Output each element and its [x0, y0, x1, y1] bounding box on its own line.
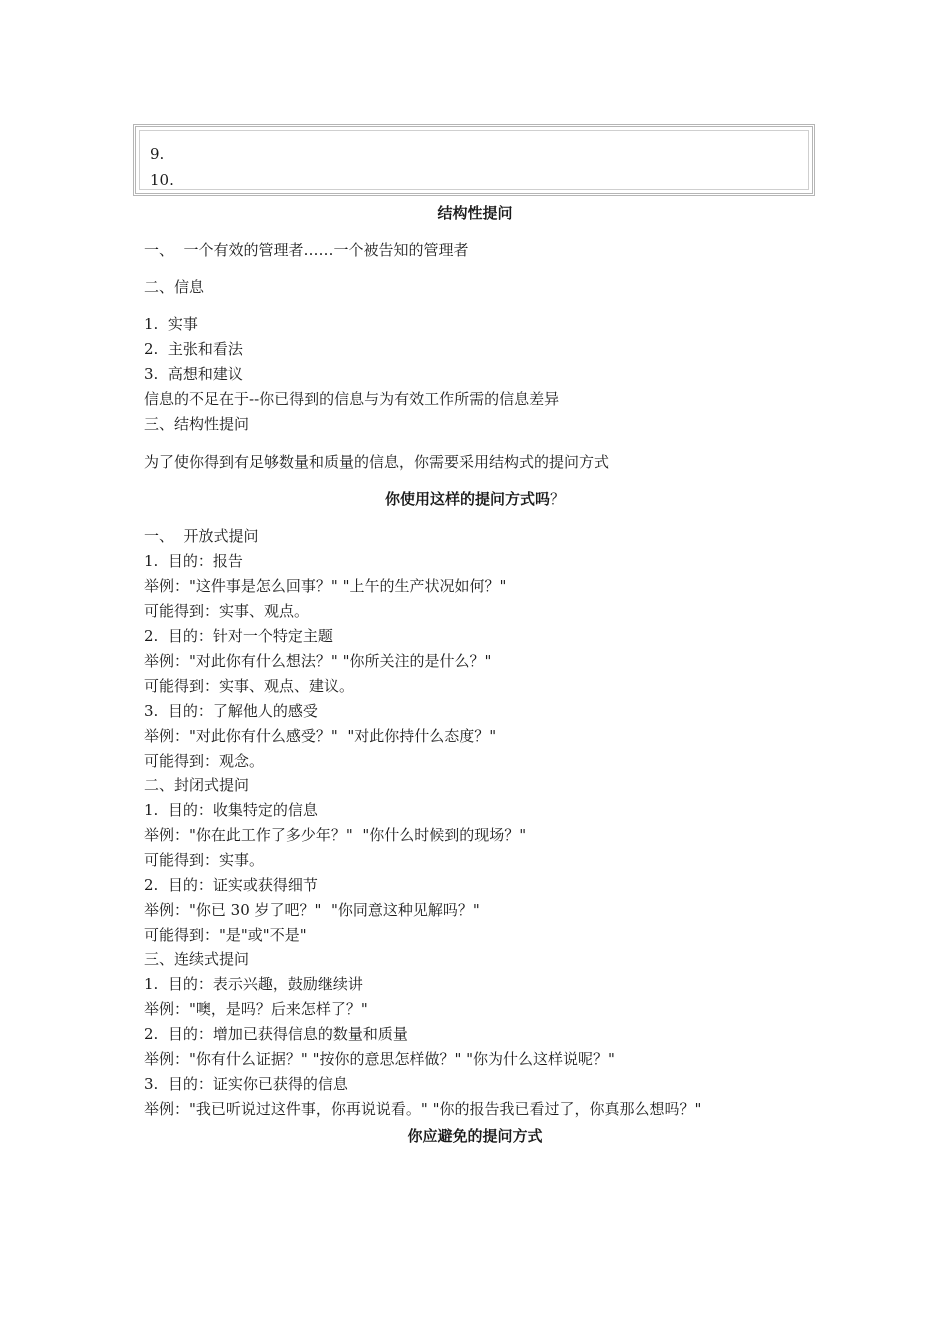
- box-item-10: 10.: [150, 171, 174, 189]
- heading-question-mark: ？: [550, 490, 566, 508]
- intro-line: 为了使你得到有足够数量和质量的信息，你需要采用结构式的提问方式: [144, 453, 610, 471]
- intro-line: 1. 实事: [144, 315, 198, 333]
- intro-line: 三、结构性提问: [144, 415, 250, 433]
- body-line: 3. 目的：了解他人的感受: [144, 702, 318, 720]
- heading-do-you-use-text: 你使用这样的提问方式吗: [384, 490, 550, 508]
- body-line: 2. 目的：增加已获得信息的数量和质量: [144, 1025, 408, 1043]
- intro-line: 信息的不足在于--你已得到的信息与为有效工作所需的信息差异: [144, 390, 560, 408]
- body-line: 可能得到：实事、观点。: [144, 602, 310, 620]
- body-line: 1. 目的：表示兴趣，鼓励继续讲: [144, 975, 363, 993]
- body-line: 3. 目的：证实你已获得的信息: [144, 1075, 348, 1093]
- body-line: 可能得到："是"或"不是": [144, 926, 307, 944]
- body-line: 二、封闭式提问: [144, 776, 250, 794]
- intro-line: 3. 高想和建议: [144, 365, 243, 383]
- box-item-9: 9.: [150, 145, 165, 163]
- heading-avoid-questions: 你应避免的提问方式: [407, 1127, 543, 1145]
- body-line: 举例："我已听说过这件事，你再说说看。" "你的报告我已看过了，你真那么想吗？": [144, 1100, 702, 1118]
- body-line: 一、 开放式提问: [144, 527, 259, 545]
- body-line: 举例："对此你有什么感受？" "对此你持什么态度？": [144, 727, 497, 745]
- numbered-box: [133, 124, 815, 196]
- body-line: 2. 目的：针对一个特定主题: [144, 627, 333, 645]
- body-line: 举例："对此你有什么想法？" "你所关注的是什么？": [144, 652, 492, 670]
- body-line: 可能得到：观念。: [144, 752, 265, 770]
- body-line: 可能得到：实事。: [144, 851, 265, 869]
- body-line: 1. 目的：报告: [144, 552, 243, 570]
- body-line: 举例："你有什么证据？" "按你的意思怎样做？" "你为什么这样说呢？": [144, 1050, 615, 1068]
- body-line: 三、连续式提问: [144, 950, 250, 968]
- heading-structured-questions: 结构性提问: [437, 204, 513, 222]
- numbered-box-inner: [139, 130, 809, 190]
- intro-line: 一、 一个有效的管理者……一个被告知的管理者: [144, 241, 469, 259]
- intro-line: 2. 主张和看法: [144, 340, 243, 358]
- body-line: 举例："这件事是怎么回事？" "上午的生产状况如何？": [144, 577, 507, 595]
- body-line: 可能得到：实事、观点、建议。: [144, 677, 355, 695]
- body-line: 1. 目的：收集特定的信息: [144, 801, 318, 819]
- body-line: 2. 目的：证实或获得细节: [144, 876, 318, 894]
- intro-line: 二、信息: [144, 278, 205, 296]
- body-line: 举例："噢，是吗？后来怎样了？": [144, 1000, 368, 1018]
- heading-do-you-use: [0, 489, 950, 509]
- body-line: 举例："你在此工作了多少年？" "你什么时候到的现场？": [144, 826, 527, 844]
- body-line: 举例："你已 30 岁了吧？" "你同意这种见解吗？": [144, 901, 480, 919]
